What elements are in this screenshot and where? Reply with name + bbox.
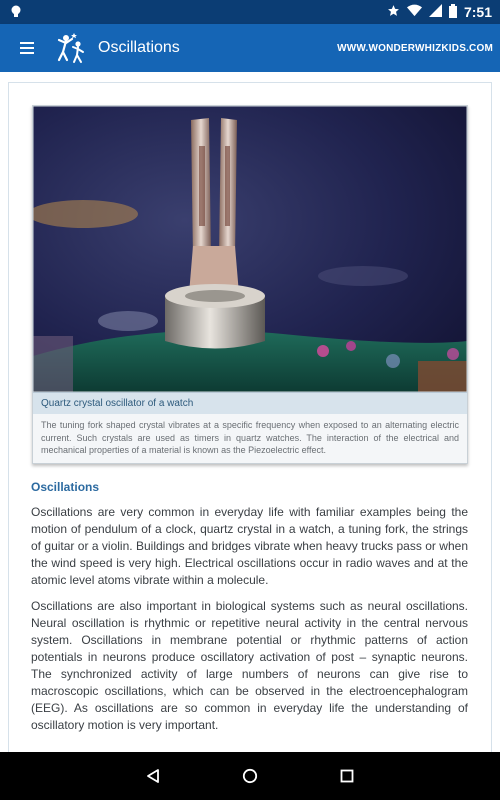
app-logo <box>54 30 90 66</box>
battery-icon <box>449 4 457 21</box>
figure-caption-title: Quartz crystal oscillator of a watch <box>33 392 467 414</box>
content-scroll[interactable] <box>0 72 500 752</box>
debug-icon <box>10 4 22 21</box>
app-bar <box>0 24 500 72</box>
website-link[interactable]: WWW.WONDERWHIZKIDS.COM <box>337 42 493 54</box>
status-icons <box>387 4 492 21</box>
home-icon[interactable] <box>226 752 274 800</box>
system-nav-bar <box>0 752 500 800</box>
figure-caption-text: The tuning fork shaped crystal vibrates at a specific frequency when exposed to an alternating electric current. Such crystals are used as timers in quartz watches. The interaction of the electrical and mechanical properties of a material is known as the Piezoelectric effect. <box>41 420 459 455</box>
signal-icon <box>429 4 442 20</box>
menu-icon[interactable] <box>0 24 54 72</box>
status-bar <box>0 0 500 24</box>
quartz-oscillator-photo <box>33 106 467 392</box>
figure <box>32 105 468 464</box>
clock: 7:51 <box>463 4 492 20</box>
recents-icon[interactable] <box>323 752 371 800</box>
page-title: Oscillations <box>98 39 180 56</box>
wifi-icon <box>407 4 422 20</box>
paragraph: Oscillations are also important in biological systems such as neural oscillations. Neural oscillation is rhythmic or repetitive neural activity in the central nervous system. Oscillations in membrane potential or rhythmic patterns of action potentials in neurons produce oscillatory activation of post – synaptic neurons. The synchronized activity of large numbers of neurons can give rise to macroscopic oscillations, which can be observed in the electroencephalogram (EEG). As oscillations are so common in everyday life the understanding of oscillatory motion is very important. <box>31 599 468 732</box>
back-icon[interactable] <box>129 752 177 800</box>
paragraph: Oscillations are very common in everyday life with familiar examples being the motion of pendulum of a clock, quartz crystal in a watch, a tuning fork, the strings of guitar or a violin. Buildings and bridges vibrate when heavy trucks pass or when the wind speed is very high. Electrical oscillations occur in radio waves and at the atomic level atoms vibrate within a molecule. <box>31 505 468 587</box>
section-heading: Oscillations <box>31 480 100 494</box>
star-icon <box>387 4 400 20</box>
